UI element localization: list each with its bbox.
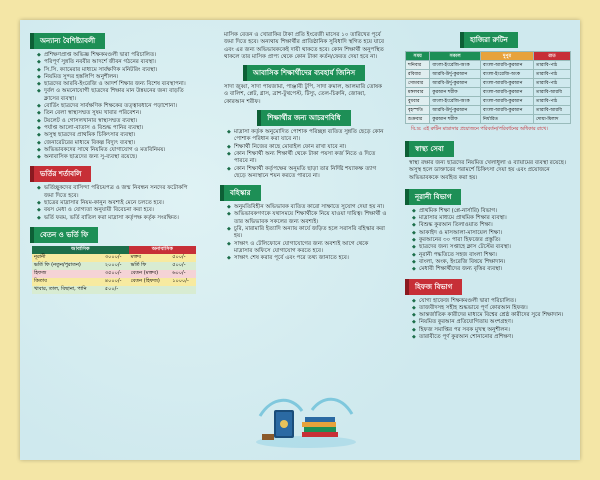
routine-head-cell: সময় (406, 52, 430, 61)
list-item: ◆ অসুস্থ ছাত্রদের প্রাথমিক চিকিৎসার ব্যবস্থা। (38, 132, 198, 139)
fee-cell: নূরানী (34, 253, 46, 260)
routine-day: সোমবার (406, 79, 430, 88)
discipline-list (220, 129, 388, 180)
routine-cell: তারাবি-আরবি (534, 106, 571, 115)
uniform-heading: আবাসিক শিক্ষার্থীদের ব্যবহার্য জিনিস (243, 65, 365, 81)
list-item: ◆ চুরি, মারামারি ইত্যাদি অন্যায় কার্যে জড়িত হলে সরাসরি বহিস্কার করা হয়। (228, 226, 388, 241)
list-item: ◆ অনাবাসিক ছাত্রদের জন্য সু-ব্যবস্থা রয়েছে। (38, 154, 198, 161)
routine-cell: বাংলা-আরবি-কুরআন (480, 79, 533, 88)
column-right (405, 28, 573, 452)
fee-cell: ৩৫০০/- (104, 269, 122, 276)
fee-cell: ১০০০/- (172, 277, 189, 284)
fee-cell: ভর্তি ফি (নতুন/পুরাতন) (34, 261, 81, 268)
facilities-heading: অন্যান্য বৈশিষ্ট্যাবলী (30, 33, 105, 49)
routine-cell: বাংলা-আরবি-কুরআন (480, 61, 533, 70)
list-item: ◆ অভিভাবকদের সাথে নিয়মিত যোগাযোগ ও মতবিনিময়। (38, 147, 198, 154)
fee-cell: মক্তব (130, 253, 142, 260)
table-row (32, 254, 196, 262)
list-item: ◆ অভিভাবকগণকে যথাসময়ে শিক্ষার্থীকে নিয়ে যাওয়া দায়িত্ব। শিক্ষার্থী ও তার অভিভাবক সকলের জন্য অবশ্যই। (228, 211, 388, 226)
cancel-list (220, 204, 388, 262)
routine-table (405, 51, 571, 124)
list-item: ◆ মাদ্রাসার মাধ্যমে প্রাথমিক শিক্ষার ব্যবস্থা। (413, 215, 573, 222)
list-item: ◆ হিফজ সমাপ্তির পর সবক মুখস্থ অনুশীলন। (413, 327, 573, 334)
routine-cell: কুরআন শরীফ (430, 88, 480, 97)
facilities-list (30, 52, 198, 161)
table-row (406, 97, 571, 106)
list-item: ◆ জেনারেটরের মাধ্যমে বিকল্প বিদ্যুৎ ব্যবস্থা। (38, 140, 198, 147)
health-text: স্বাস্থ্য রক্ষার জন্য ছাত্রদের নিয়মিত খেলাধুলা ও ব্যায়ামের ব্যবস্থা রয়েছে। অসুস্থ হলে ডাক্তারের পরামর্শে চিকিৎসা দেয়া হয় এবং প্রয়োজনে অভিভাবককে অবহিত করা হয়। (409, 160, 567, 181)
table-row (406, 88, 571, 97)
routine-head-cell: রাত (534, 52, 571, 61)
fee-cell: বেতন (মক্তব) (130, 269, 159, 276)
list-item: ◆ ছাত্রদের আরবি-ইংরেজি ও আদর্শ শিক্ষার জন্য বিশেষ ব্যবস্থাপনা। (38, 81, 198, 88)
routine-day: বুধবার (406, 97, 430, 106)
routine-cell: বাংলা-আরবি-কুরআন (480, 106, 533, 115)
routine-cell: বাংলা-আরবি-কুরআন (480, 97, 533, 106)
routine-cell: বাংলা-ইংরেজি-অংক (430, 97, 480, 106)
list-item: ◆ পরিপূর্ণ সুন্নতি নববীর আদর্শে জীবন গঠনের ব্যবস্থা। (38, 59, 198, 66)
list-item: ◆ পর্যাপ্ত আলো-বাতাস ও বিশুদ্ধ পানির ব্যবস্থা। (38, 125, 198, 132)
routine-day: শুক্রবার (406, 115, 430, 124)
routine-cell: তারাবি-আরবি (534, 88, 571, 97)
list-item: ◆ প্রশিক্ষণপ্রাপ্ত অভিজ্ঞ শিক্ষকমণ্ডলী দ্বারা পরিচালিত। (38, 52, 198, 59)
noorani-list (405, 208, 573, 274)
hifz-heading: হিফজ বিভাগ (405, 279, 462, 295)
fee-cell: ৫০০/- (172, 261, 186, 268)
list-item: ◆ ছাত্রদের জন্য সপ্তাহে ক্লাস টেস্টের ব্যবস্থা। (413, 244, 573, 251)
routine-cell: নির্ধারিত (480, 115, 533, 124)
fee-cell: ৪০০০/- (104, 277, 122, 284)
list-item: ◆ নূরানী পদ্ধতিতে সহজ বাংলা শিক্ষা। (413, 252, 573, 259)
fee-cell: কিতাব (34, 277, 47, 284)
list-item: ◆ মাদ্রাসা কর্তৃক অনুমোদিত পোশাক পরিচ্ছন্ন ব্যতিত সুন্নতি ছেড়ে কোন পোশাক পরিধান করা যাবে না। (228, 129, 388, 144)
routine-head-cell: দুপুর (480, 52, 533, 61)
fee-cell: ৫০০/- (172, 253, 186, 260)
list-item: ◆ বোর্ডিং ছাত্রদের সার্বক্ষণিক শিক্ষকের তত্ত্বাবধানে পড়াশোনা। (38, 103, 198, 110)
list-item: ◆ সাক্ষাৎ ও টেলিফোনে যোগাযোগের জন্য অবশ্যই আগে থেকে মাদ্রাসার অফিসে যোগাযোগ করতে হবে। (228, 241, 388, 256)
routine-day: শনিবার (406, 61, 430, 70)
list-item: ◆ মেধাবী শিক্ষার্থীদের জন্য বৃত্তির ব্যবস্থা। (413, 266, 573, 273)
routine-cell: তারাবি-পাঠ (534, 97, 571, 106)
fee-cell: হিফজ (34, 269, 47, 276)
brochure (20, 20, 580, 460)
hifz-list (405, 298, 573, 342)
noorani-heading: নূরানী বিভাগ (405, 189, 461, 205)
discipline-heading: শিক্ষার্থীর জন্য আচরণবিধি (257, 110, 350, 126)
fee-cell: ভর্তি ফি (130, 261, 147, 268)
list-item: ◆ আন্তর্জাতিক কারীদের মাধ্যমে বিশ্বের শ্রেষ্ঠ কারীদের সুরে শিক্ষাদান। (413, 312, 573, 319)
list-item: ◆ তারাবীতে পূর্ণ কুরআন শোনানোর প্রশিক্ষণ। (413, 334, 573, 341)
fee-head-nonresidential: অনাবাসিক (129, 246, 196, 254)
fee-cell (170, 286, 196, 294)
list-item: ◆ সি.সি. ক্যামেরার মাধ্যমে সার্বক্ষণিক মনিটরিং ব্যবস্থা। (38, 67, 198, 74)
fee-cell: ৫০০/- (104, 285, 119, 292)
routine-cell: কুরআন শরীফ (430, 115, 480, 124)
list-item: ◆ কুরআনের ৩০ পারা হিফজের প্রস্তুতি। (413, 237, 573, 244)
routine-heading: হাজিরা রুটিন (460, 32, 518, 48)
list-item: ◆ শিক্ষার্থী নিজের কাছে মোবাইল ফোন রাখা যাবে না। (228, 144, 388, 151)
table-row (32, 262, 196, 270)
column-middle (220, 28, 388, 452)
list-item: ◆ তাজবীদসহ সহীহ শুদ্ধভাবে পূর্ণ কোরআন হিফজ। (413, 305, 573, 312)
table-row (406, 61, 571, 70)
routine-note: বি.দ্র: এই রুটিন মাদ্রাসার প্রয়োজনে পরিবর্তন/পরিবর্ধনের অধিকার রাখে। (411, 127, 548, 132)
admission-list (30, 185, 198, 221)
routine-head-cell: সকাল (430, 52, 480, 61)
routine-cell: আরবি-উর্দু-কুরআন (430, 79, 480, 88)
fee-heading: বেতন ও ভর্তি ফি (30, 227, 98, 243)
routine-cell: দোয়া-মিলাদ (534, 115, 571, 124)
table-row (406, 52, 571, 61)
list-item: ◆ অনুমতিবিহীন অভিভাবক ব্যতিত কারো সাক্ষাতে সুযোগ দেয়া হয় না। (228, 204, 388, 211)
list-item: ◆ কোন শিক্ষার্থী কর্তৃপক্ষের অনুমতি ছাড়া তার নির্দিষ্ট শয্যাকক্ষ ত্যাগ ছেড়ে অন্যস্থানে শয়ন করতে পারবে না। (228, 166, 388, 181)
routine-cell: তারাবি-পাঠ (534, 79, 571, 88)
fee-payment-note: মাসিক বেতন ও খোরাকির টাকা প্রতি ইংরেজী মাসের ১০ তারিখের পূর্বে জমা দিতে হবে। অন্যথায় শিক্ষার্থীর প্রাতিষ্ঠানিক সুবিধাদি স্থগিত হয়ে যাবে এবং এর জন্য অভিভাবককেই দায়ী থাকতে হবে। কোন শিক্ষার্থী অনুপস্থিত থাকলে তার মাসিক প্রাপ্য থেকে কোন টাকা কর্তন/ফেরত দেয়া হবে না। (224, 32, 385, 60)
routine-cell: তারাবি-পাঠ (534, 70, 571, 79)
table-row (32, 278, 196, 286)
list-item: ◆ সাক্ষাৎ শেষ করার পূর্বে এবং পরে তথ্য জানাতে হবে। (228, 255, 388, 262)
list-item: ◆ ভর্তিচ্ছুকদের বাসিন্দা পরিচয়পত্র ও জন্ম নিবন্ধন সনদের ফটোকপি জমা দিতে হবে। (38, 185, 198, 200)
list-item: ◆ নিয়মিত সুন্দর হস্তলিপি অনুশীলন। (38, 74, 198, 81)
routine-cell: আরবি-উর্দু-কুরআন (430, 70, 480, 79)
table-row (406, 79, 571, 88)
list-item: ◆ তিন বেলা স্বাস্থ্যসম্মত সুষম খাবার পরিবেশন। (38, 110, 198, 117)
routine-cell: বাংলা-ইংরেজি-অংক (480, 70, 533, 79)
fee-cell: ৬০০/- (172, 269, 186, 276)
cancel-heading: বহিস্কার (220, 185, 261, 201)
list-item: ◆ দুর্বল ও অমনোযোগী ছাত্রদের শিক্ষার মান উন্নয়নের জন্য বাড়তি ক্লাসের ব্যবস্থা। (38, 88, 198, 103)
column-left (30, 28, 198, 452)
list-item: ◆ বাংলা, অংক, ইংরেজি বিষয়ে শিক্ষাদান। (413, 259, 573, 266)
table-row (32, 286, 196, 294)
list-item: ◆ প্রাথমিক শিক্ষা (প্লে-নার্সারি) বিভাগ। (413, 208, 573, 215)
uniform-text: সাদা জুব্বা, সাদা পায়জামা, পাঞ্জাবী টুপি, সাদা রুমাল, আলমারি তোষক ও বালিশ, প্লেট, গ্লাস, ব্রাশ-টুথপেস্ট, টিস্যু, তেল-চিরুনি, জোব্বা, কোরআন শরীফ। (224, 84, 383, 105)
list-item: ◆ যোগ্য হাফেজ শিক্ষকমণ্ডলী দ্বারা পরিচালিত। (413, 298, 573, 305)
list-item: ◆ আকাইদ ও মাসআলা-মাসায়েল শিক্ষা। (413, 230, 573, 237)
routine-day: মঙ্গলবার (406, 88, 430, 97)
routine-day: বৃহস্পতি (406, 106, 430, 115)
routine-cell: বাংলা-ইংরেজি-অংক (430, 61, 480, 70)
table-row (406, 70, 571, 79)
list-item: ◆ নিয়মিত কুরআন প্রতিযোগিতায় অংশগ্রহণ। (413, 319, 573, 326)
list-item: ◆ ভর্তি ফরম, ভর্তি বাতিল করা মাদ্রাসা কর্তৃপক্ষ কর্তৃক সংরক্ষিত। (38, 215, 198, 222)
table-row (406, 115, 571, 124)
routine-cell: আরবি-উর্দু-কুরআন (430, 106, 480, 115)
list-item: ◆ বয়স মেধা ও যোগ্যতা অনুযায়ী বিবেচনা করা হবে। (38, 207, 198, 214)
list-item: ◆ কোন শিক্ষার্থী অন্য শিক্ষার্থী থেকে টাকা পয়সা কর্জ নিতে ও দিতে পারবে না। (228, 151, 388, 166)
list-item: ◆ বিশুদ্ধ কুরআন তিলাওয়াত শিক্ষা। (413, 222, 573, 229)
fee-cell (129, 286, 171, 294)
books-quran-illustration (252, 386, 360, 448)
table-row (32, 270, 196, 278)
fee-cell: খাবার, তাল, বিছানা, পানি (34, 285, 87, 292)
fee-cell: বেতন (হিফজ) (130, 277, 160, 284)
list-item: ◆ ছাত্রের মাদ্রাসার নিয়ম-কানুন অবশ্যই মেনে চলতে হবে। (38, 200, 198, 207)
fee-head-residential: আবাসিক (32, 246, 129, 254)
health-heading: স্বাস্থ্য সেবা (405, 141, 454, 157)
fee-cell: ৩০০০/- (104, 253, 122, 260)
routine-day: রবিবার (406, 70, 430, 79)
admission-heading: ভর্তির শর্তাবলি (30, 166, 91, 182)
fee-cell: ২০০০/- (104, 261, 122, 268)
fee-table (32, 246, 196, 294)
table-row (406, 106, 571, 115)
routine-cell: বাংলা-আরবি-কুরআন (480, 88, 533, 97)
list-item: ◆ টয়লেট ও গোসলখানার স্বাস্থ্যসম্মত ব্যবস্থা। (38, 118, 198, 125)
routine-cell: তারাবি-পাঠ (534, 61, 571, 70)
